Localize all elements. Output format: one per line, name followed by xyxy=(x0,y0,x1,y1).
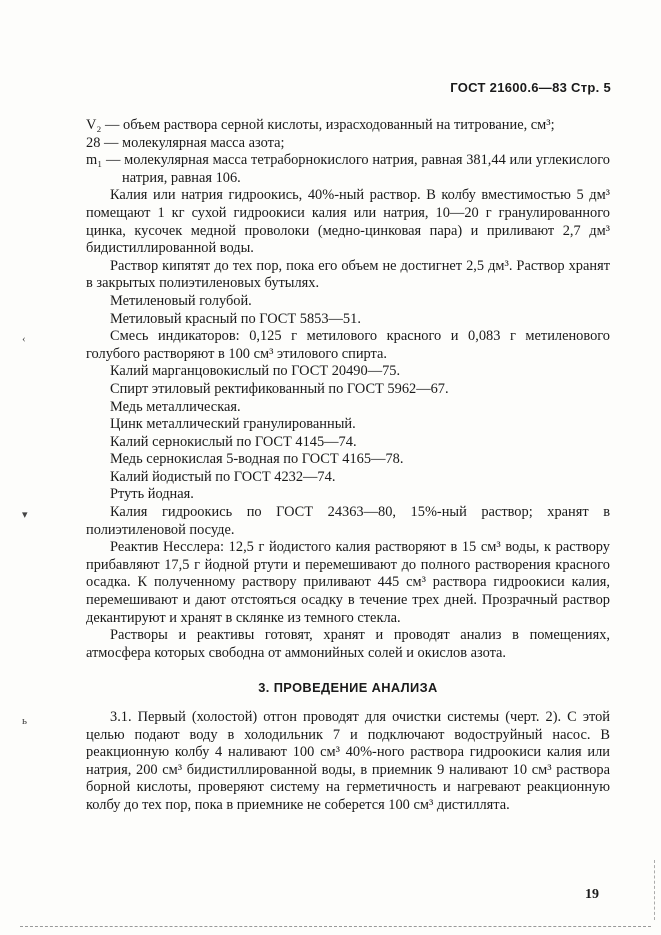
margin-mark: ▾ xyxy=(22,509,28,521)
definition-item: 28 — молекулярная масса азота; xyxy=(86,134,285,151)
page-body xyxy=(86,117,610,815)
paragraph: Метиленовый голубой. xyxy=(110,292,252,309)
paragraph: 3.1. Первый (холостой) отгон проводят для очистки системы (черт. 2). С этой целью подают воду в холодильник 7 и подключают водоструйный насос. В реакционную колбу 4 наливают 100 см³ 40%-ного раствора гидроокиси калия или натрия, 200 см³ бидистиллированной воды, в приемник 9 наливают 10 см³ раствора борной кислоты, проверяют систему на герметичность и нагревают реакционную колбу до тех пор, пока в приемнике не соберется 100 см³ дистиллята. xyxy=(86,709,610,813)
paragraph: Калия или натрия гидроокись, 40%-ный раствор. В колбу вместимостью 5 дм³ помещают 1 кг сухой гидроокиси калия или натрия, 10—20 г гранулированного цинка, кусочек медной проволоки (медно-цинковая пара) и приливают 2,7 дм³ бидистиллированной воды. xyxy=(86,187,610,257)
paragraph: Цинк металлический гранулированный. xyxy=(110,416,356,433)
definition-item: V₂ — объем раствора серной кислоты, израсходованный на титрование, см³; xyxy=(86,117,555,133)
edge-rule xyxy=(654,860,655,920)
paragraph: Смесь индикаторов: 0,125 г метилового красного и 0,083 г метиленового голубого растворяют в 100 см³ этилового спирта. xyxy=(86,328,610,362)
paragraph: Калий йодистый по ГОСТ 4232—74. xyxy=(110,468,336,485)
margin-mark: ‹ xyxy=(22,333,26,345)
paragraph: Раствор кипятят до тех пор, пока его объем не достигнет 2,5 дм³. Раствор хранят в закрытых полиэтиленовых бутылях. xyxy=(86,257,610,292)
paragraph: Ртуть йодная. xyxy=(110,486,194,503)
paragraph: Калий сернокислый по ГОСТ 4145—74. xyxy=(110,433,357,450)
paragraph: Медь металлическая. xyxy=(110,398,241,415)
paragraph: Медь сернокислая 5-водная по ГОСТ 4165—78. xyxy=(110,451,404,468)
page-number: 19 xyxy=(585,887,599,902)
paragraph: Калий марганцовокислый по ГОСТ 20490—75. xyxy=(110,363,401,380)
bottom-rule xyxy=(20,926,651,927)
paragraph: Реактив Несслера: 12,5 г йодистого калия растворяют в 15 см³ воды, к раствору прибавляют 17,5 г йодной ртути и перемешивают до полного растворения красного осадка. К полученному раствору приливают 445 см³ раствора гидроокиси калия, перемешивают и дают отстояться осадку в течение трех дней. Прозрачный раствор декантируют и хранят в склянке из темного стекла. xyxy=(86,539,610,626)
paragraph: Калия гидроокись по ГОСТ 24363—80, 15%-ный раствор; хранят в полиэтиленовой посуде. xyxy=(86,504,610,538)
paragraph: Растворы и реактивы готовят, хранят и проводят анализ в помещениях, атмосфера которых свободна от аммонийных солей и окислов азота. xyxy=(86,627,610,661)
definition-item: m₁ — молекулярная масса тетраборнокислого натрия, равная 381,44 или углекислого натрия, равная 106. xyxy=(86,152,610,186)
document-header: ГОСТ 21600.6—83 Стр. 5 xyxy=(450,80,611,95)
margin-mark: ь xyxy=(22,715,28,727)
section-title: 3. ПРОВЕДЕНИЕ АНАЛИЗА xyxy=(258,680,438,696)
paragraph: Спирт этиловый ректификованный по ГОСТ 5962—67. xyxy=(110,380,449,397)
paragraph: Метиловый красный по ГОСТ 5853—51. xyxy=(110,310,361,327)
